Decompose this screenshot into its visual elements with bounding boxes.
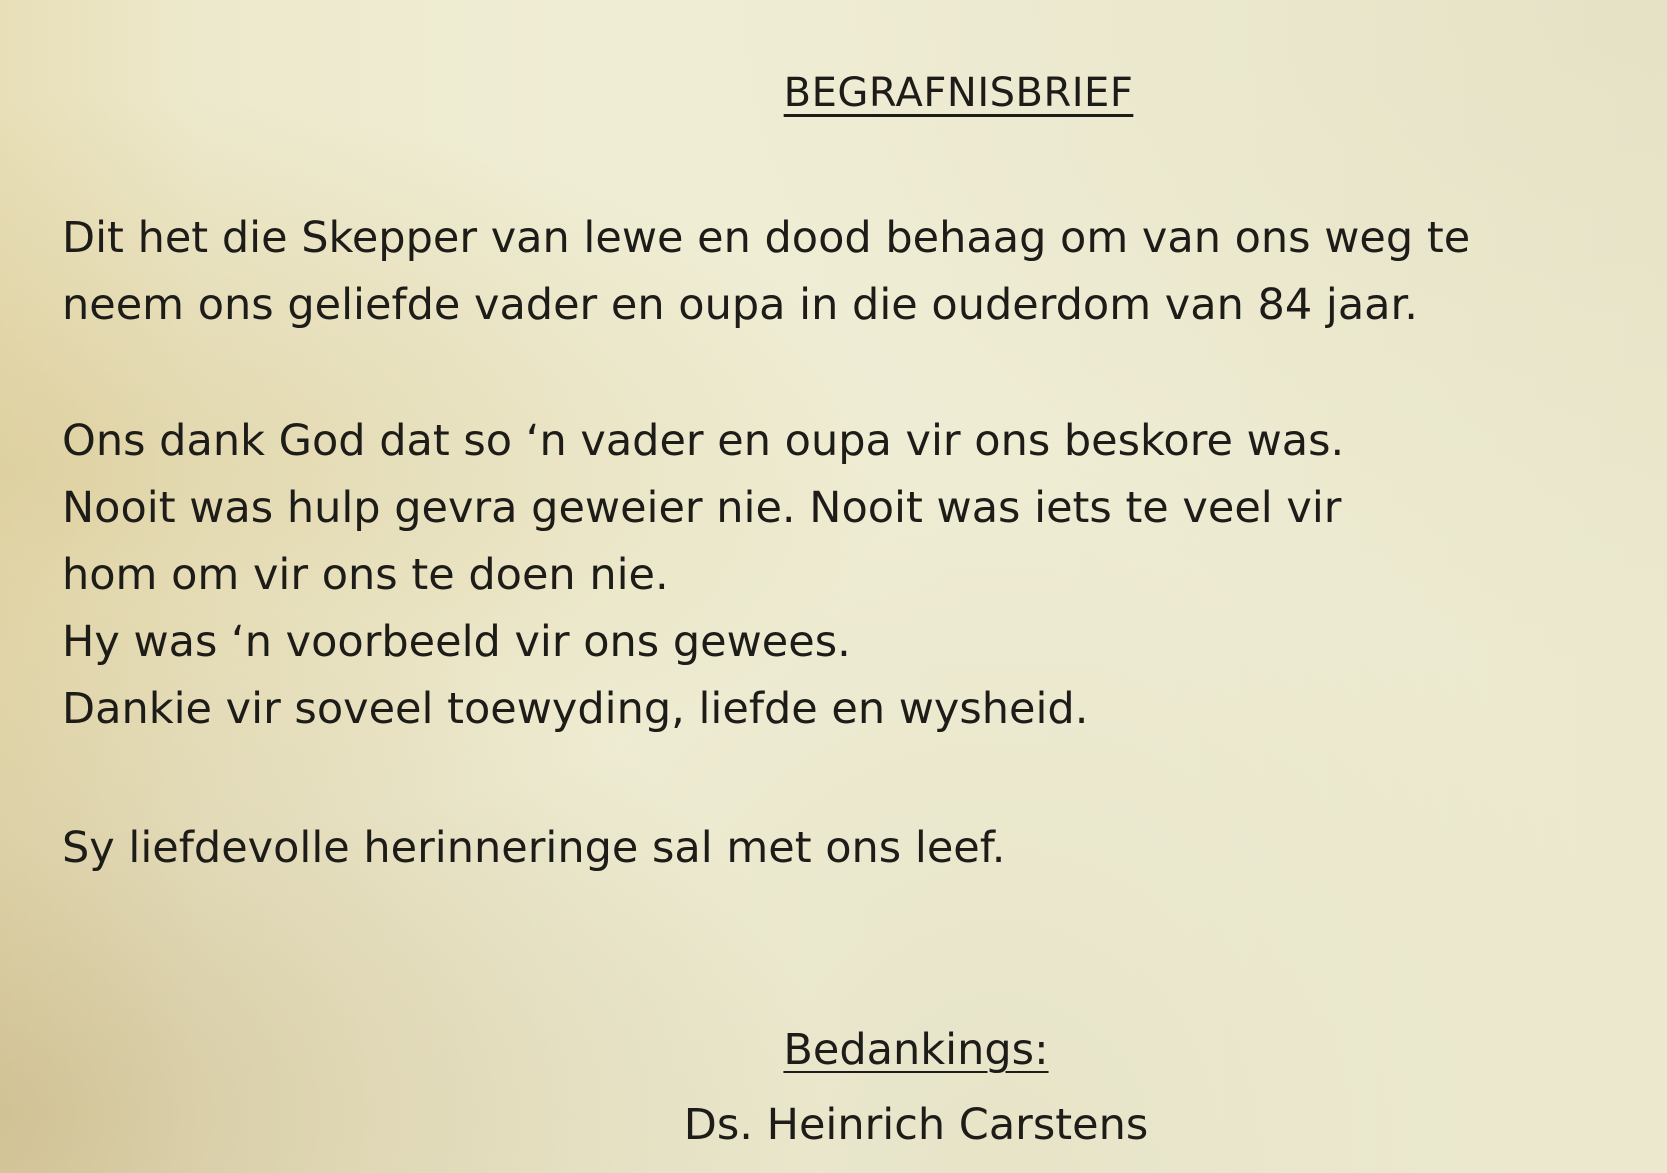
paragraph-line: hom om vir ons te doen nie. bbox=[62, 550, 669, 600]
paragraph-gratitude bbox=[62, 408, 1622, 743]
paragraph-line: Nooit was hulp gevra geweier nie. Nooit was iets te veel vir bbox=[62, 483, 1342, 533]
document-title: BEGRAFNISBRIEF bbox=[783, 70, 1134, 116]
paragraph-memories bbox=[62, 815, 1622, 882]
acknowledgements-name: Ds. Heinrich Carstens bbox=[683, 1100, 1149, 1150]
document-title-block bbox=[0, 70, 1667, 116]
paragraph-line: Dankie vir soveel toewyding, liefde en wysheid. bbox=[62, 684, 1089, 734]
paragraph-line: Hy was ‘n voorbeeld vir ons gewees. bbox=[62, 617, 851, 667]
paragraph-line: Ons dank God dat so ‘n vader en oupa vir ons beskore was. bbox=[62, 416, 1345, 466]
paragraph-line: Dit het die Skepper van lewe en dood behaag om van ons weg te bbox=[62, 213, 1471, 263]
paragraph-line: Sy liefdevolle herinneringe sal met ons leef. bbox=[62, 823, 1006, 873]
paragraph-announcement bbox=[62, 205, 1622, 339]
paragraph-line: neem ons geliefde vader en oupa in die ouderdom van 84 jaar. bbox=[62, 280, 1418, 330]
acknowledgements-heading: Bedankings: bbox=[783, 1025, 1049, 1075]
